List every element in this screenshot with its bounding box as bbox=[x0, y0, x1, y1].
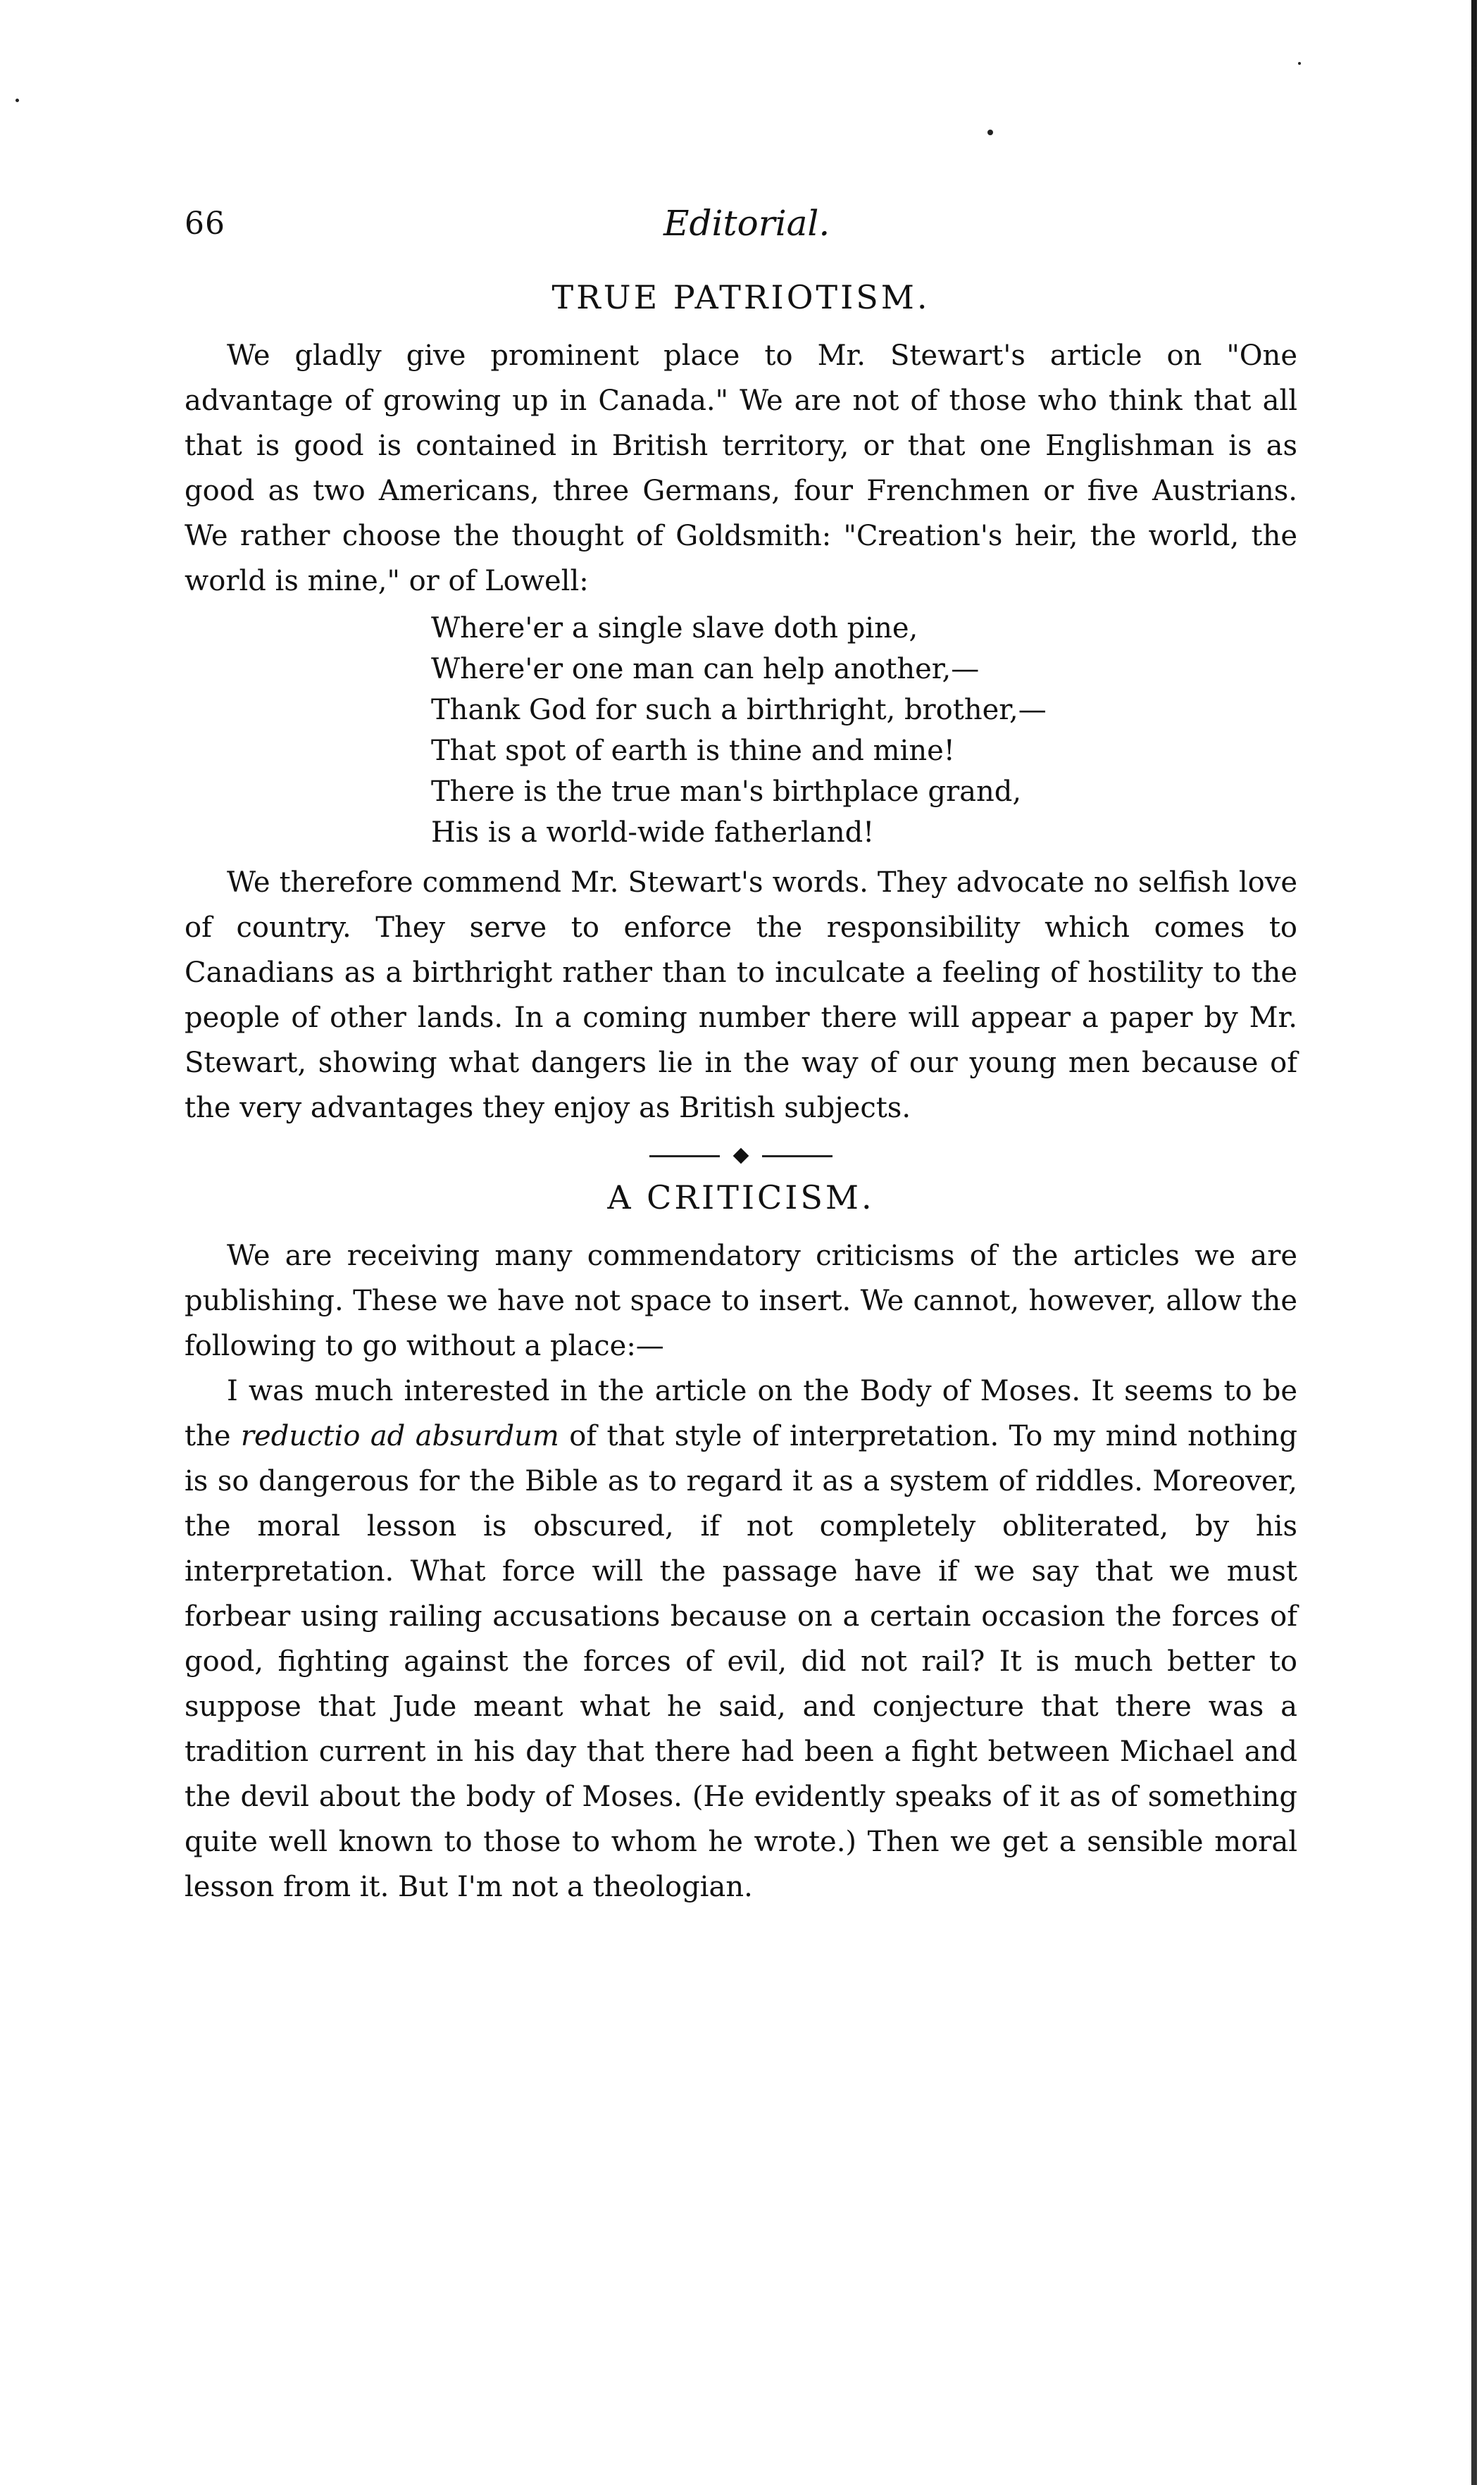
section-separator bbox=[185, 1150, 1297, 1161]
article2-paragraph-1: We are receiving many commendatory criticisms of the articles we are publishing. These we have not space to insert. We cannot, however, allow the following to go without a place:— bbox=[185, 1240, 1297, 1362]
reader-letter-latin-phrase: reductio ad absurdum bbox=[240, 1420, 559, 1452]
article1-paragraph-1: We gladly give prominent place to Mr. Stewart's article on "One advantage of growing up in Canada." We are not of those who think that all that is good is contained in British territory, or that one Englishman is as good as two Americans, three Germans, four Frenchmen or five Austrians. We rather choose the thought of Goldsmith: "Creation's heir, the world, the world is mine," or of Lowell: bbox=[185, 340, 1297, 597]
verse-line: There is the true man's birthplace grand, bbox=[431, 776, 1022, 808]
scan-speck bbox=[15, 99, 19, 102]
article-title-a-criticism: A CRITICISM. bbox=[607, 1178, 875, 1216]
reader-letter bbox=[185, 1369, 1297, 1910]
page-number: 66 bbox=[185, 206, 225, 242]
verse-line: Where'er a single slave doth pine, bbox=[431, 612, 918, 644]
scan-edge-shadow bbox=[1471, 0, 1477, 2485]
article1-paragraph-2: We therefore commend Mr. Stewart's words. They advocate no selfish love of country. They serve to enforce the responsibility which comes to Canadians as a birthright rather than to inculcate a feeling of hostility to the people of other lands. In a coming number there will appear a paper by Mr. Stewart, showing what dangers lie in the way of our young men because of the very advantages they enjoy as British subjects. bbox=[185, 866, 1297, 1124]
verse-line: Thank God for such a birthright, brother,— bbox=[431, 694, 1047, 726]
separator-ornament-icon bbox=[733, 1148, 749, 1164]
scan-speck bbox=[1298, 62, 1301, 65]
separator-rule-right bbox=[762, 1155, 833, 1157]
reader-letter-text-1: I was much interested in the article on the Body of Moses. It seems to be the bbox=[185, 1375, 1297, 1452]
reader-letter-text-2: of that style of interpretation. To my mind nothing is so dangerous for the Bible as to regard it as a system of riddles. Moreover, the moral lesson is obscured, if not completely obliterated, by his interpretation. What force will the passage have if we say that we must forbear using railing accusations because on a certain occasion the forces of good, fighting against the forces of evil, did not rail? It is much better to suppose that Jude meant what he said, and conjecture that there was a tradition current in his day that there had been a fight between Michael and the devil about the body of Moses. (He evidently speaks of it as of something quite well known to those to whom he wrote.) Then we get a sensible moral lesson from it. But I'm not a theologian. bbox=[185, 1420, 1297, 1903]
verse-line: Where'er one man can help another,— bbox=[431, 653, 980, 685]
lowell-verse bbox=[431, 608, 1297, 853]
article-title-true-patriotism: TRUE PATRIOTISM. bbox=[551, 278, 930, 316]
verse-line: That spot of earth is thine and mine! bbox=[431, 735, 955, 767]
separator-rule-left bbox=[649, 1155, 720, 1157]
page-header bbox=[185, 203, 1297, 248]
verse-line: His is a world-wide fatherland! bbox=[431, 816, 875, 849]
page-content bbox=[185, 278, 1297, 1910]
scan-speck bbox=[987, 130, 993, 135]
running-head: Editorial. bbox=[663, 203, 830, 244]
